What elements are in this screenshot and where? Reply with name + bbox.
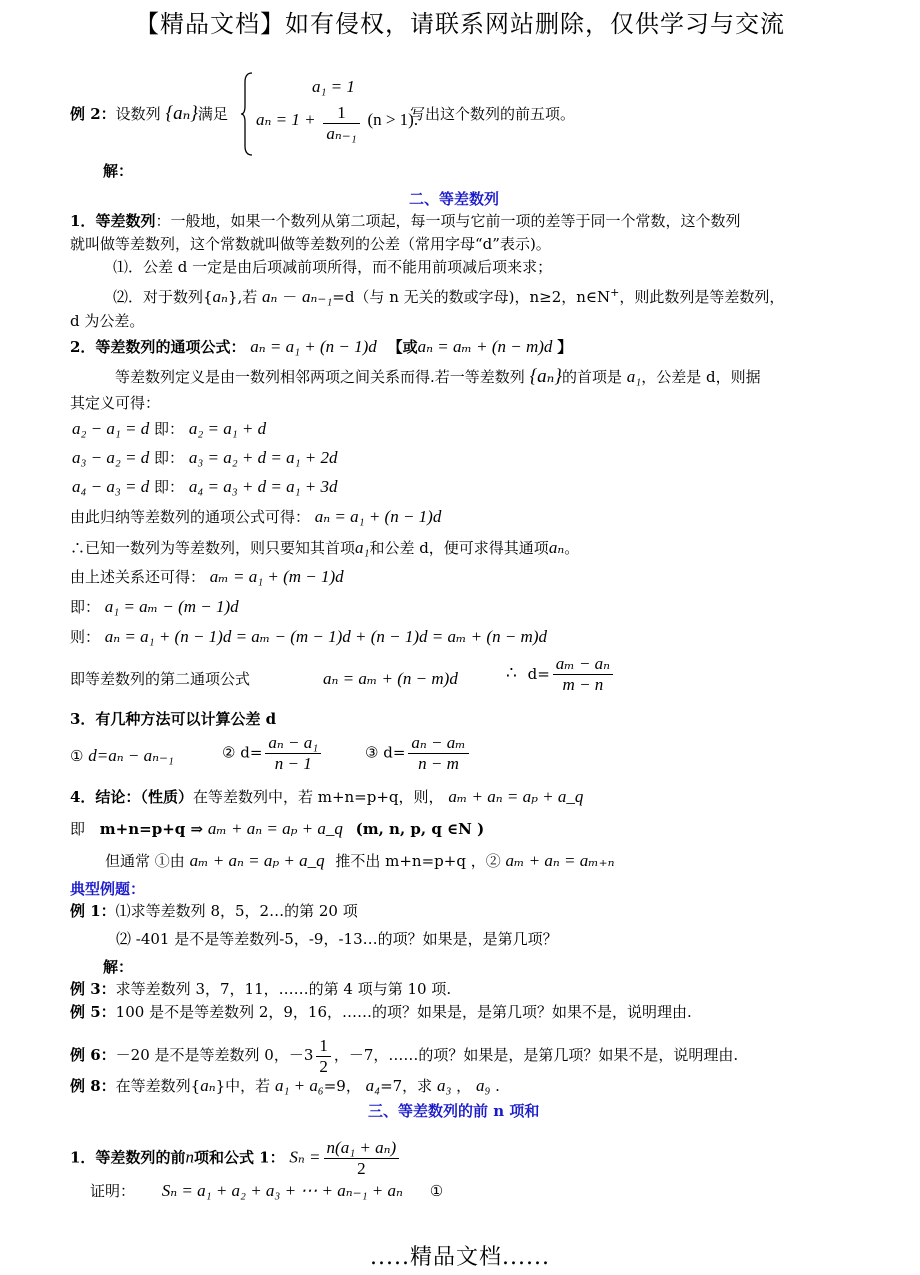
definition-line-2: 就叫做等差数列，这个常数就叫做等差数列的公差（常用字母“d”表示)。 [70,235,551,253]
calc-method-3: ③ d= $\frac{\text{aₙ − aₘ}}{n - m}$ [365,733,472,774]
property-line-1: 4．结论：（性质）在等差数列中，若 m+n=p+q，则， aₘ + aₙ = aₚ + a_q [70,787,584,806]
derivation-row-1: a₂ − a₁ = d 即： a₂ = a₁ + d [72,419,267,438]
example-3-line: 例 3：求等差数列 3，7，11，……的第 4 项与第 10 项. [70,980,452,998]
example-2-solution: 解： [103,162,134,180]
definition-line-1: 1．等差数列：一般地，如果一个数列从第二项起，每一项与它前一项的差等于同一个常数，这个数列 [70,212,741,230]
relation-line: 由上述关系还可得： aₘ = a₁ + (m − 1)d [70,567,344,586]
example-1-line-2: ⑵ -401 是不是等差数列-5，-9，-13…的项？如果是，是第几项？ [116,930,558,948]
property-line-3: 但通常 ①由 aₘ + aₙ = aₚ + a_q 推不出 m+n=p+q ，② aₘ + aₙ = aₘ₊ₙ [105,851,615,870]
example-2-line [70,103,228,125]
example-2-mid: 满足 [197,105,228,123]
example-2-eq1: a₁ = 1 [312,77,355,96]
proof-line: 证明： Sₙ = a₁ + a₂ + a₃ + ⋯ + aₙ₋₁ + aₙ ① [90,1181,444,1200]
ze-line: 则： aₙ = a₁ + (n − 1)d = aₘ − (m − 1)d + (n − 1)d = aₘ + (n − m)d [70,627,547,646]
d-formula: ∴ d= $\frac{\text{aₘ − aₙ}}{m - n}$ [506,654,616,695]
example-8-line: 例 8：在等差数列{aₙ}中，若 a₁ + a₆=9， a₄=7，求 a₃ ， a₉ . [70,1076,500,1095]
sum-formula-line: 1．等差数列的前n项和公式 1： Sₙ = $\frac{\text{n(a₁ + aₙ)}}{2}$ [70,1138,402,1179]
general-paragraph-1: 等差数列定义是由一数列相邻两项之间关系而得.若一等差数列 {aₙ}的首项是 a₁，公差是 d，则据 [115,366,761,387]
known-line: ∴已知一数列为等差数列，则只要知其首项a₁和公差 d，便可求得其通项aₙ。 [70,538,580,557]
calc-title: 3．有几种方法可以计算公差 d [70,710,277,728]
example-1-solution: 解： [103,958,134,976]
general-paragraph-2: 其定义可得： [70,394,161,412]
section-2-title: 二、等差数列 [409,190,500,208]
second-formula: aₙ = aₘ + (n − m)d [323,669,458,688]
section-3-title: 三、等差数列的前 n 项和 [368,1102,540,1120]
example-1-line-1: 例 1：⑴求等差数列 8，5，2…的第 20 项 [70,902,358,920]
calc-method-1: ① d=aₙ − aₙ₋₁ [70,746,174,765]
sequence-symbol: {aₙ} [165,103,198,124]
derivation-row-3: a₄ − a₃ = d 即： a₄ = a₃ + d = a₁ + 3d [72,477,338,496]
page-header: 【精品文档】如有侵权，请联系网站删除，仅供学习与交流 [135,10,785,38]
property-line-2: 即 m+n=p+q ⇒ aₘ + aₙ = aₚ + a_q (m, n, p, q ∈N ) [70,819,485,838]
definition-note-3: d 为公差。 [70,312,145,330]
definition-note-1: ⑴．公差 d 一定是由后项减前项所得，而不能用前项减后项来求； [113,258,553,276]
example-6-line: 例 6：－20 是不是等差数列 0，－3 $\frac{1}{2}$ ，－7，……的项？如果是，是第几项？如果不是，说明理由. [70,1036,739,1076]
example-2-eq2: aₙ = 1 + $\frac{1}{\text{aₙ₋₁}}$ (n > 1). [256,103,419,143]
second-formula-line: 即等差数列的第二通项公式 [70,670,251,688]
general-formula-line: 2．等差数列的通项公式： aₙ = a₁ + (n − 1)d 【或aₙ = aₘ + (n − m)d 】 [70,337,573,356]
example-2-label: 例 2： [70,105,116,123]
page-footer: .....精品文档...... [370,1245,550,1270]
example-2-post: 写出这个数列的前五项。 [410,105,576,123]
ji-line: 即： a₁ = aₘ − (m − 1)d [70,597,239,616]
system-brace-icon [240,72,254,156]
derivation-row-2: a₃ − a₂ = d 即： a₃ = a₂ + d = a₁ + 2d [72,448,338,467]
typical-examples-title: 典型例题： [70,880,146,898]
induction-line: 由此归纳等差数列的通项公式可得： aₙ = a₁ + (n − 1)d [70,507,442,526]
calc-method-2: ② d= $\frac{\text{aₙ − a₁}}{n - 1}$ [222,733,324,774]
example-2-pre: 设数列 [115,105,161,123]
definition-note-2: ⑵．对于数列{aₙ},若 aₙ － aₙ₋₁=d（与 n 无关的数或字母)，n≥2，n∈N+，则此数列是等差数列， [113,286,785,306]
example-5-line: 例 5：100 是不是等差数列 2，9，16，……的项？如果是，是第几项？如果不是，说明理由. [70,1003,692,1021]
